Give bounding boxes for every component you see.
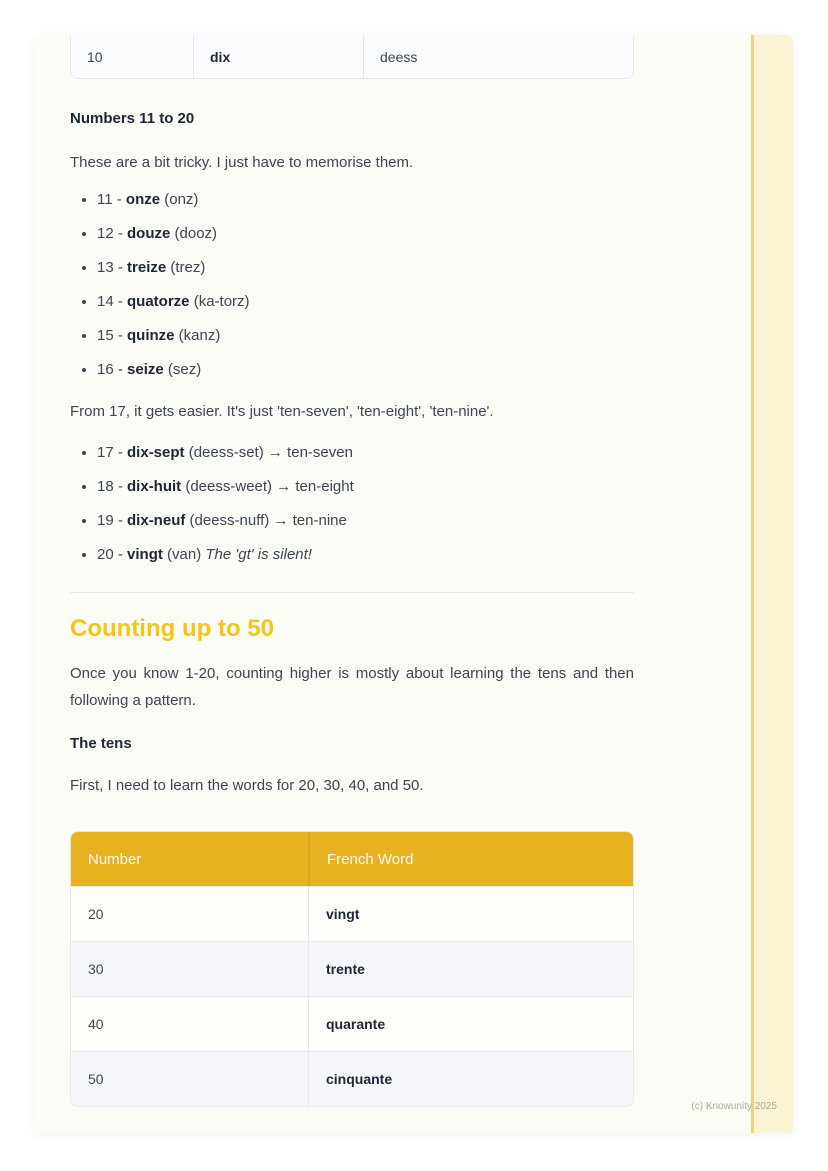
table-cell-french-word: dix [194,35,364,78]
paragraph-intro: These are a bit tricky. I just have to memorise them. [70,154,414,171]
table-row [71,1051,633,1106]
copyright-watermark: (c) Knowunity 2025 [691,1101,777,1112]
table-row [71,996,633,1051]
heading-numbers-11-to-20: Numbers 11 to 20 [70,110,195,127]
list-item: • 14 - quatorze (ka-torz) [97,291,634,313]
table-cell-french-word: vingt [308,887,633,941]
numbers-table-fragment [70,35,634,79]
arrow-translation: → ten-eight [276,478,354,495]
list-numbers-17-20 [70,442,634,566]
list-item: • 16 - seize (sez) [97,359,634,381]
document-content [70,35,634,1107]
list-item: • 12 - douze (dooz) [97,223,634,245]
table-cell-french-word: cinquante [308,1052,633,1106]
arrow-translation: → ten-seven [267,444,353,461]
document-page [35,35,793,1133]
arrow-translation: → ten-nine [273,512,347,529]
list-numbers-11-16 [70,189,634,381]
table-cell-french-word: quarante [308,997,633,1051]
list-item: • 19 - dix-neuf (deess-nuff) → ten-nine [97,510,634,532]
heading-the-tens: The tens [70,735,132,752]
list-item: • 20 - vingt (van) The 'gt' is silent! [97,544,634,566]
table-row [71,886,633,941]
tens-table-header [71,832,633,886]
table-row [71,941,633,996]
table-cell-number: 10 [71,35,194,78]
page-edge-strip [751,35,793,1133]
tens-table [70,831,634,1107]
column-header-french-word: French Word [308,832,633,886]
table-cell-french-word: trente [308,942,633,996]
table-cell-pronunciation: deess [380,48,418,65]
list-item: • 15 - quinze (kanz) [97,325,634,347]
heading-counting-up-to-50: Counting up to 50 [70,615,274,642]
list-item: • 17 - dix-sept (deess-set) → ten-seven [97,442,634,464]
paragraph-lead-in: First, I need to learn the words for 20, 30, 40, and 50. [70,777,424,794]
paragraph-counting-intro: Once you know 1-20, counting higher is mostly about learning the tens and then following a pattern. [70,665,634,709]
list-item: • 18 - dix-huit (deess-weet) → ten-eight [97,476,634,498]
table-cell-number: 50 [88,1071,104,1087]
table-cell-number: 20 [88,906,104,922]
table-cell-number: 30 [88,961,104,977]
list-item: • 11 - onze (onz) [97,189,634,211]
column-header-number: Number [88,850,142,868]
italic-note: The 'gt' is silent! [205,546,312,563]
table-cell-number: 40 [88,1016,104,1032]
paragraph-from-17: From 17, it gets easier. It's just 'ten-seven', 'ten-eight', 'ten-nine'. [70,403,494,420]
list-item: • 13 - treize (trez) [97,257,634,279]
section-divider [70,592,634,593]
